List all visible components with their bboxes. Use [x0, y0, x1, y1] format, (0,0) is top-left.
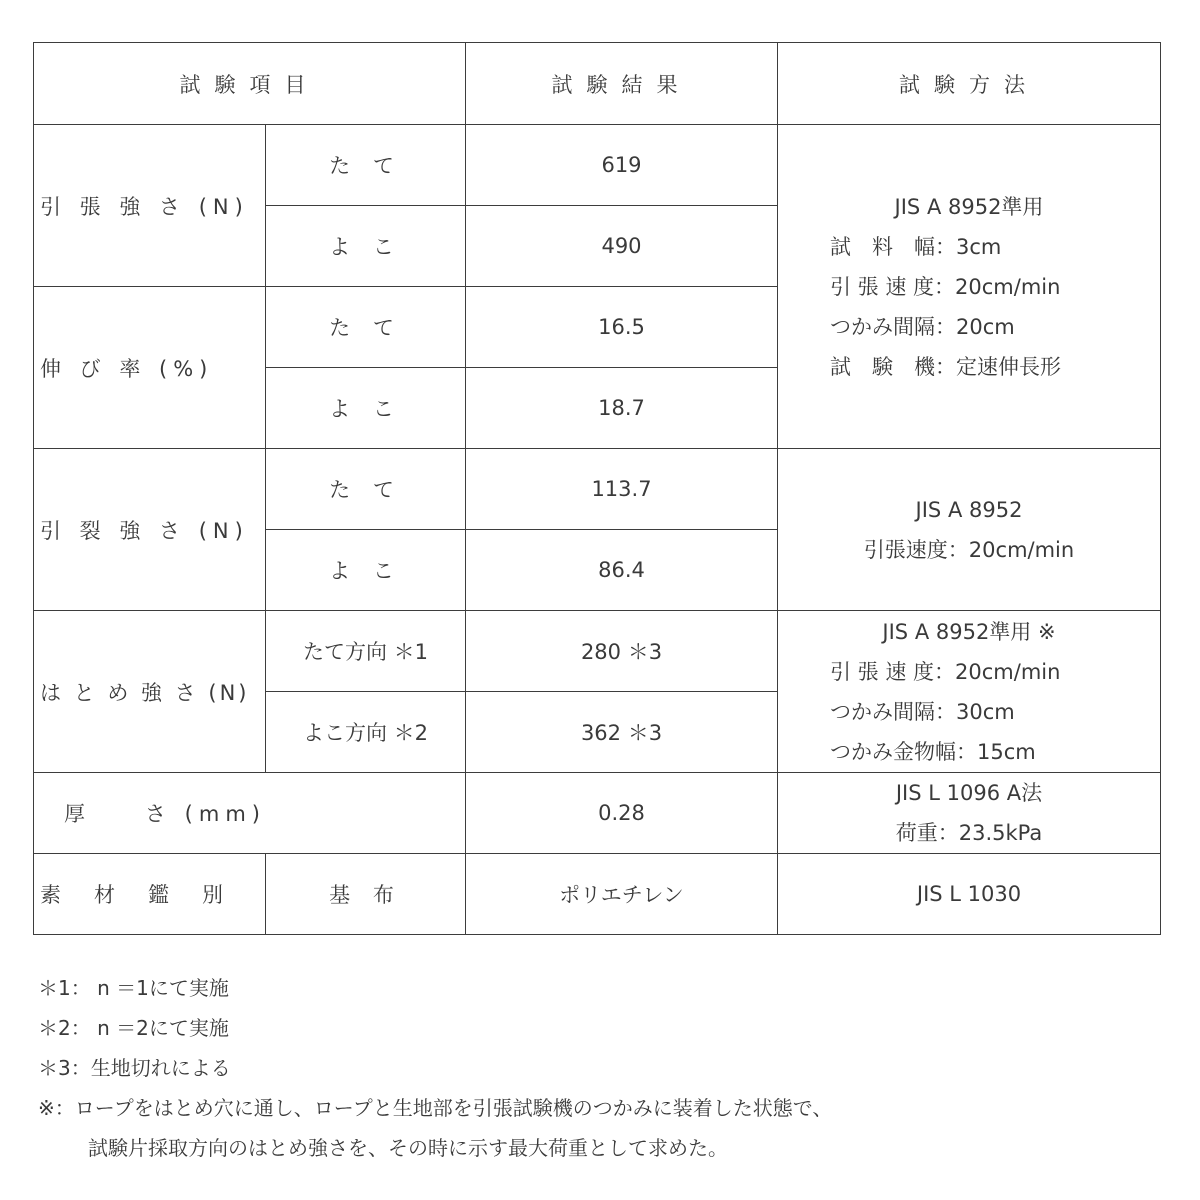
table-row	[34, 854, 1161, 935]
tear-yoko-value: 86.4	[466, 530, 778, 611]
header-item: 試験項目	[34, 43, 466, 125]
test-results-table	[33, 42, 1161, 935]
thickness-label: 厚 さ (mm)	[34, 773, 466, 854]
tear-yoko: よ こ	[266, 530, 466, 611]
tear-method: JIS A 8952 引張速度：20cm/min	[778, 449, 1161, 611]
tear-label: 引 裂 強 さ (N)	[34, 449, 266, 611]
elongation-yoko: よ こ	[266, 368, 466, 449]
tensile-label: 引 張 強 さ (N)	[34, 125, 266, 287]
tear-tate: た て	[266, 449, 466, 530]
grommet-yoko-value: 362 ＊3	[466, 692, 778, 773]
elongation-tate: た て	[266, 287, 466, 368]
table-row	[34, 773, 1161, 854]
footnote-3: ＊3：生地切れによる	[38, 1056, 231, 1080]
thickness-value: 0.28	[466, 773, 778, 854]
thickness-method: JIS L 1096 A法 荷重：23.5kPa	[778, 773, 1161, 854]
grommet-tate-value: 280 ＊3	[466, 611, 778, 692]
table-row	[34, 125, 1161, 206]
elongation-yoko-value: 18.7	[466, 368, 778, 449]
table-row	[34, 449, 1161, 530]
tensile-method: JIS A 8952準用 試 料 幅：3cm 引 張 速 度：20cm/min つかみ間隔：20cm 試 験 機：定速伸長形	[778, 125, 1161, 449]
tensile-yoko: よ こ	[266, 206, 466, 287]
elongation-label: 伸 び 率 (%)	[34, 287, 266, 449]
footnote-kome-cont: 試験片採取方向のはとめ強さを、その時に示す最大荷重として求めた。	[88, 1136, 728, 1160]
tensile-tate-value: 619	[466, 125, 778, 206]
material-sub: 基 布	[266, 854, 466, 935]
grommet-label: は と め 強 さ (N)	[34, 611, 266, 773]
tensile-tate: た て	[266, 125, 466, 206]
footnote-1: ＊1： n ＝1にて実施	[38, 976, 229, 1000]
material-label: 素 材 鑑 別	[34, 854, 266, 935]
material-method: JIS L 1030	[778, 854, 1161, 935]
footnote-kome: ※：ロープをはとめ穴に通し、ロープと生地部を引張試験機のつかみに装着した状態で、	[38, 1096, 833, 1120]
tear-tate-value: 113.7	[466, 449, 778, 530]
table-row	[34, 611, 1161, 692]
footnote-2: ＊2： n ＝2にて実施	[38, 1016, 229, 1040]
grommet-tate: たて方向 ＊1	[266, 611, 466, 692]
footnotes	[38, 968, 832, 1168]
grommet-method: JIS A 8952準用 ※ 引 張 速 度：20cm/min つかみ間隔：30cm つかみ金物幅：15cm	[778, 611, 1161, 773]
material-value: ポリエチレン	[466, 854, 778, 935]
header-row	[34, 43, 1161, 125]
tensile-yoko-value: 490	[466, 206, 778, 287]
header-result: 試験結果	[466, 43, 778, 125]
grommet-yoko: よこ方向 ＊2	[266, 692, 466, 773]
elongation-tate-value: 16.5	[466, 287, 778, 368]
header-method: 試験方法	[778, 43, 1161, 125]
